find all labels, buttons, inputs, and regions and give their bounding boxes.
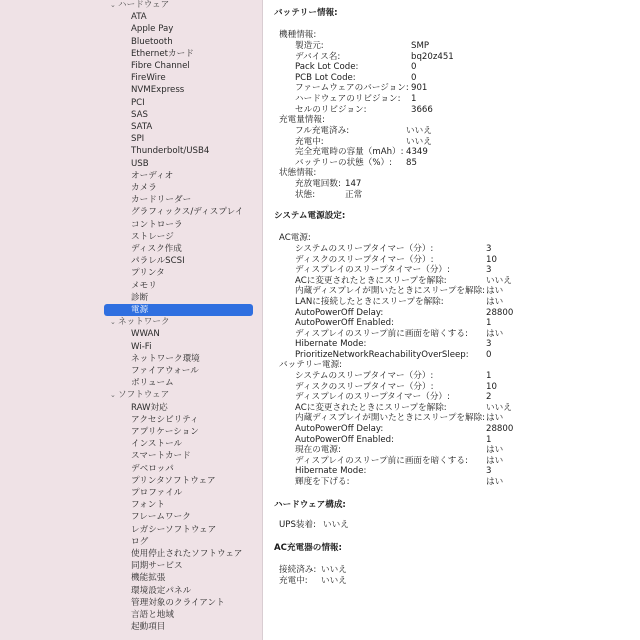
- info-value: 3: [486, 265, 492, 276]
- info-value: はい: [486, 413, 504, 424]
- info-key: ディスプレイのスリープ前に画面を暗くする:: [295, 455, 468, 466]
- info-value: 85: [406, 157, 417, 168]
- info-value: SMP: [411, 41, 430, 51]
- sidebar-item[interactable]: プリンタソフトウェア: [131, 475, 216, 486]
- info-value: 10: [486, 381, 497, 392]
- info-value: 0: [411, 72, 417, 83]
- subsection-heading: 状態情報:: [279, 168, 317, 178]
- sidebar-item[interactable]: WWAN: [131, 329, 160, 340]
- sidebar-item[interactable]: 管理対象のクライアント: [131, 597, 225, 608]
- info-key: Pack Lot Code:: [295, 62, 359, 73]
- info-key: ディスクのスリープタイマー（分）:: [295, 254, 434, 265]
- sidebar-item[interactable]: 環境設定パネル: [131, 585, 192, 596]
- info-value: bq20z451: [411, 51, 454, 62]
- sidebar-item[interactable]: インストール: [131, 439, 183, 450]
- info-key: ACに変更されたときにスリープを解除:: [295, 275, 447, 286]
- info-key: Hibernate Mode:: [295, 466, 367, 477]
- info-key: 充電中:: [279, 575, 308, 586]
- sidebar-item[interactable]: オーディオ: [131, 170, 174, 181]
- info-key: ファームウェアのバージョン:: [295, 83, 409, 94]
- sidebar-item[interactable]: SATA: [131, 122, 153, 132]
- info-value: はい: [486, 297, 504, 307]
- sidebar-item[interactable]: Apple Pay: [131, 24, 174, 35]
- info-key: UPS装着:: [279, 520, 317, 530]
- info-value: はい: [486, 445, 504, 456]
- sidebar-item[interactable]: デベロッパ: [131, 463, 174, 474]
- sidebar-item[interactable]: ATA: [131, 12, 147, 23]
- sidebar-item[interactable]: メモリ: [131, 280, 157, 291]
- sidebar-item[interactable]: Wi-Fi: [131, 341, 152, 352]
- info-key: LANに接続したときにスリープを解除:: [295, 297, 444, 307]
- detail-pane: [263, 0, 640, 640]
- info-value: 3: [486, 339, 492, 350]
- disclosure-triangle-icon[interactable]: ⌄: [110, 1, 116, 9]
- info-value: 901: [411, 83, 428, 94]
- info-value: いいえ: [406, 126, 432, 136]
- sidebar-group-label: ハードウェア: [118, 0, 170, 10]
- sidebar-item[interactable]: 機能拡張: [131, 573, 166, 584]
- subsection-heading: 充電量情報:: [279, 115, 325, 125]
- info-key: 接続済み:: [279, 565, 317, 575]
- sidebar-item[interactable]: ファイアウォール: [131, 366, 199, 376]
- disclosure-triangle-icon[interactable]: ⌄: [110, 318, 116, 327]
- sidebar-item[interactable]: プリンタ: [131, 268, 165, 279]
- sidebar-item[interactable]: SPI: [131, 134, 145, 145]
- subsection-heading: バッテリー電源:: [279, 360, 343, 370]
- info-value: 147: [345, 179, 362, 189]
- info-key: 輝度を下げる:: [295, 477, 350, 487]
- info-key: 充放電回数:: [295, 179, 341, 189]
- section-title: システム電源設定:: [274, 211, 346, 221]
- info-key: AutoPowerOff Delay:: [295, 424, 384, 434]
- sidebar-group[interactable]: [110, 316, 170, 328]
- info-value: 1: [486, 371, 492, 381]
- sidebar-item[interactable]: Bluetooth: [131, 36, 173, 47]
- sidebar-item[interactable]: コントローラ: [131, 219, 183, 230]
- info-value: 1: [486, 434, 492, 445]
- info-key: 状態:: [295, 189, 316, 200]
- section-title: AC充電器の情報:: [274, 543, 342, 553]
- sidebar-item[interactable]: Fibre Channel: [131, 61, 190, 71]
- info-key: バッテリーの状態（%）:: [295, 157, 392, 168]
- sidebar-item[interactable]: 同期サービス: [131, 561, 183, 572]
- sidebar-item[interactable]: SAS: [131, 109, 148, 120]
- info-value: 2: [486, 392, 492, 403]
- info-value: 3: [486, 244, 492, 254]
- sidebar-item[interactable]: フレームワーク: [131, 512, 191, 523]
- sidebar-item[interactable]: グラフィックス/ディスプレイ: [131, 207, 244, 218]
- info-key: AutoPowerOff Delay:: [295, 307, 384, 318]
- sidebar-item[interactable]: 診断: [131, 292, 149, 303]
- info-key: AutoPowerOff Enabled:: [295, 434, 394, 445]
- sidebar-item[interactable]: FireWire: [131, 73, 166, 84]
- info-key: 内蔵ディスプレイが開いたときにスリープを解除:: [295, 413, 486, 424]
- info-value: いいえ: [321, 565, 347, 575]
- info-key: システムのスリープタイマー（分）:: [295, 371, 434, 381]
- info-value: 1: [411, 94, 417, 104]
- info-value: 28800: [486, 307, 514, 318]
- info-key: セルのリビジョン:: [295, 104, 367, 115]
- disclosure-triangle-icon[interactable]: ⌄: [110, 391, 116, 400]
- info-value: はい: [486, 286, 504, 297]
- info-key: PrioritizeNetworkReachabilityOverSleep:: [295, 350, 469, 360]
- sidebar-item[interactable]: アクセシビリティ: [131, 414, 199, 425]
- info-value: いいえ: [486, 275, 512, 286]
- sidebar-item[interactable]: カードリーダー: [131, 195, 192, 206]
- info-value: 0: [486, 350, 492, 360]
- sidebar-item[interactable]: ログ: [131, 536, 149, 547]
- sidebar-group-label: ネットワーク: [118, 317, 170, 328]
- info-key: ACに変更されたときにスリープを解除:: [295, 402, 447, 413]
- sidebar-item[interactable]: ストレージ: [131, 231, 174, 242]
- info-key: ディスプレイのスリープタイマー（分）:: [295, 265, 450, 276]
- info-value: 10: [486, 254, 497, 265]
- info-key: 現在の電源:: [295, 445, 341, 456]
- info-key: Hibernate Mode:: [295, 339, 367, 350]
- sidebar-item[interactable]: Thunderbolt/USB4: [131, 146, 210, 157]
- info-value: はい: [486, 455, 504, 466]
- info-key: 内蔵ディスプレイが開いたときにスリープを解除:: [295, 286, 486, 297]
- info-value: 3: [486, 466, 492, 477]
- info-value: 3666: [411, 104, 433, 115]
- info-key: ディスプレイのスリープタイマー（分）:: [295, 392, 450, 403]
- info-key: フル充電済み:: [295, 126, 350, 136]
- info-key: 充電中:: [295, 136, 324, 147]
- info-value: 4349: [406, 147, 428, 158]
- info-value: 28800: [486, 424, 514, 434]
- info-key: デバイス名:: [295, 51, 341, 62]
- sidebar-item[interactable]: プロファイル: [131, 488, 183, 498]
- sidebar-item[interactable]: Ethernetカード: [131, 48, 194, 59]
- sidebar-item[interactable]: ディスク作成: [131, 244, 182, 254]
- sidebar-group[interactable]: [110, 0, 169, 11]
- info-key: ディスプレイのスリープ前に画面を暗くする:: [295, 328, 468, 339]
- sidebar-item[interactable]: レガシーソフトウェア: [131, 524, 217, 535]
- info-key: PCB Lot Code:: [295, 72, 356, 83]
- info-key: ディスクのスリープタイマー（分）:: [295, 381, 434, 392]
- sidebar-item[interactable]: フォント: [131, 500, 165, 511]
- info-value: いいえ: [323, 520, 349, 530]
- sidebar-item[interactable]: NVMExpress: [131, 85, 185, 96]
- sidebar-item[interactable]: スマートカード: [131, 451, 191, 462]
- info-value: 正常: [345, 189, 363, 200]
- section-title: バッテリー情報:: [274, 8, 338, 18]
- subsection-heading: AC電源:: [279, 233, 311, 243]
- sidebar-item[interactable]: 電源: [104, 304, 253, 316]
- info-key: 完全充電時の容量（mAh）:: [295, 147, 404, 158]
- sidebar-item[interactable]: 言語と地域: [131, 610, 174, 620]
- sidebar-group[interactable]: [110, 389, 169, 401]
- sidebar-item[interactable]: カメラ: [131, 183, 157, 193]
- sidebar-item[interactable]: アプリケーション: [131, 427, 199, 437]
- sidebar-item[interactable]: ネットワーク環境: [131, 353, 200, 364]
- sidebar-item[interactable]: ボリューム: [131, 378, 174, 389]
- sidebar-item[interactable]: パラレルSCSI: [131, 256, 185, 267]
- info-key: 製造元:: [295, 41, 324, 51]
- sidebar-item[interactable]: 使用停止されたソフトウェア: [131, 549, 243, 559]
- info-key: AutoPowerOff Enabled:: [295, 318, 394, 329]
- sidebar-item[interactable]: PCI: [131, 97, 145, 108]
- info-value: はい: [486, 328, 504, 339]
- info-value: はい: [486, 477, 504, 487]
- sidebar-group-label: ソフトウェア: [118, 390, 170, 401]
- sidebar-item[interactable]: USB: [131, 158, 149, 169]
- section-title: ハードウェア構成:: [274, 500, 346, 510]
- info-value: いいえ: [321, 575, 347, 586]
- info-key: ハードウェアのリビジョン:: [295, 94, 401, 104]
- info-key: システムのスリープタイマー（分）:: [295, 244, 434, 254]
- sidebar-item[interactable]: RAW対応: [131, 402, 168, 413]
- info-value: いいえ: [406, 136, 432, 147]
- info-value: いいえ: [486, 402, 512, 413]
- sidebar-item[interactable]: 起動項目: [131, 622, 166, 633]
- subsection-heading: 機種情報:: [279, 30, 317, 40]
- info-value: 1: [486, 318, 492, 329]
- sidebar: [0, 0, 263, 640]
- info-value: 0: [411, 62, 417, 73]
